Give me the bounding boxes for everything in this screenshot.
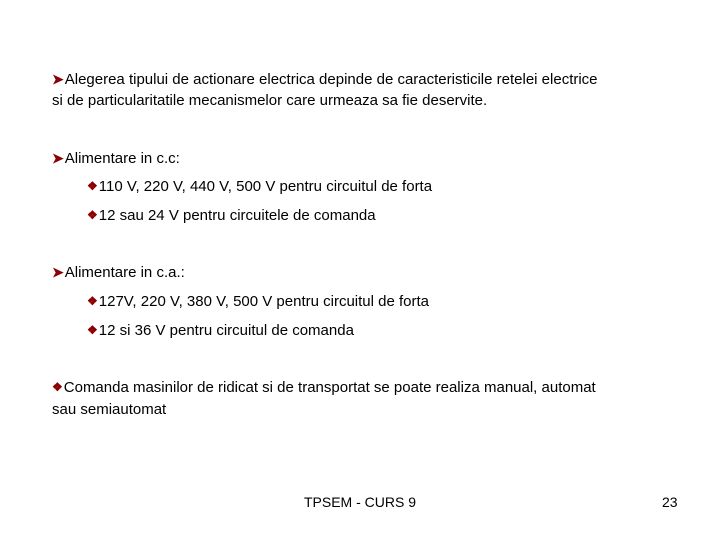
diamond-bullet-icon: ❖ <box>87 208 98 222</box>
page-number: 23 <box>662 494 678 510</box>
diamond-bullet-icon: ❖ <box>87 179 98 193</box>
list-item <box>87 176 432 198</box>
list-item-text: 127V, 220 V, 380 V, 500 V pentru circuitul de forta <box>98 293 430 310</box>
list-item <box>87 291 429 313</box>
list-item <box>87 320 354 342</box>
diamond-bullet-icon: ❖ <box>87 294 98 308</box>
list-item-text: 12 sau 24 V pentru circuitele de comanda <box>98 207 376 224</box>
heading-dc <box>52 148 180 169</box>
paragraph-actionare-line1: Alegerea tipului de actionare electrica depinde de caracteristicile retelei electrice <box>64 71 598 88</box>
heading-ac <box>52 262 185 283</box>
paragraph-actionare-line2: si de particularitatile mecanismelor care urmeaza sa fie deservite. <box>52 92 488 109</box>
heading-ac-text: Alimentare in c.a.: <box>64 264 185 281</box>
paragraph-actionare <box>52 69 598 111</box>
footer-title: TPSEM - CURS 9 <box>303 494 416 510</box>
list-item <box>87 205 376 227</box>
paragraph-comanda-line1: Comanda masinilor de ridicat si de transportat se poate realiza manual, automat <box>63 379 596 396</box>
diamond-bullet-icon: ❖ <box>52 380 63 394</box>
arrow-bullet-icon: ➤ <box>52 264 64 280</box>
heading-dc-text: Alimentare in c.c: <box>64 150 180 167</box>
diamond-bullet-icon: ❖ <box>87 323 98 337</box>
arrow-bullet-icon: ➤ <box>52 71 64 87</box>
paragraph-comanda-line2: sau semiautomat <box>52 401 167 418</box>
list-item-text: 110 V, 220 V, 440 V, 500 V pentru circuitul de forta <box>98 178 433 195</box>
arrow-bullet-icon: ➤ <box>52 150 64 166</box>
paragraph-comanda <box>52 377 596 420</box>
list-item-text: 12 si 36 V pentru circuitul de comanda <box>98 322 354 339</box>
